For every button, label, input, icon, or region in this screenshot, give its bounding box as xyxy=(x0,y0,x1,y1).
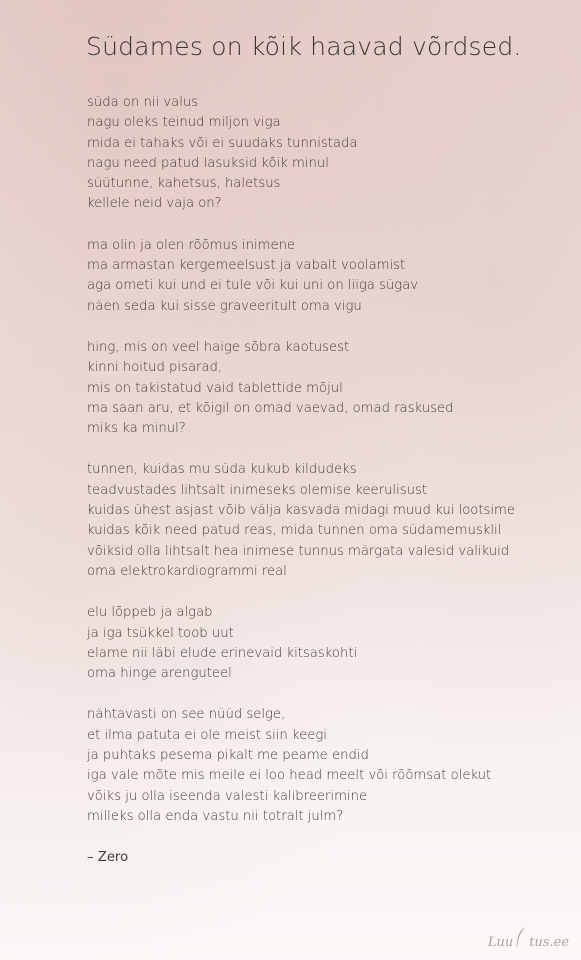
poem-line: kuidas kõik need patud reas, mida tunnen oma südamemusklil xyxy=(87,523,502,539)
poem-line: nagu oleks teinud miljon viga xyxy=(87,115,281,131)
stanza-5 xyxy=(87,603,557,684)
poem-line: ma saan aru, et kõigil on omad vaevad, omad raskused xyxy=(87,400,454,416)
feather-icon xyxy=(514,926,528,948)
poem-line: milleks olla enda vastu nii totralt julm? xyxy=(87,808,344,824)
poem-line: võiks ju olla iseenda valesti kalibreerimine xyxy=(87,788,368,804)
poem-line: tunnen, kuidas mu süda kukub kildudeks xyxy=(87,462,357,478)
poem-line: iga vale mõte mis meile ei loo head meelt või rõõmsat olekut xyxy=(87,768,492,784)
poem-line: miks ka minul? xyxy=(87,421,186,437)
poem-line: kuidas ühest asjast võib välja kasvada midagi muud kui lootsime xyxy=(87,503,516,519)
poem-line: süda on nii valus xyxy=(87,95,199,110)
poem-line: elu lõppeb ja algab xyxy=(87,605,213,621)
stanza-2 xyxy=(87,236,557,317)
poem-line: elame nii läbi elude erinevaid kitsaskohti xyxy=(87,645,358,661)
stanza-3 xyxy=(87,338,557,439)
poem-line: et ilma patuta ei ole meist siin keegi xyxy=(87,727,327,743)
poem-line: ja iga tsükkel toob uut xyxy=(87,625,234,641)
poem-line: võiksid olla lihtsalt hea inimese tunnus märgata valesid valikuid xyxy=(87,543,510,559)
poem-line: mis on takistatud vaid tablettide mõjul xyxy=(87,380,343,396)
poem-line: teadvustades lihtsalt inimeseks olemise keerulisust xyxy=(87,482,428,498)
logo-text-left: Luu xyxy=(487,935,514,950)
stanza-6 xyxy=(87,705,557,827)
poem-line: oma elektrokardiogrammi real xyxy=(87,563,287,579)
logo-text-right: tus.ee xyxy=(529,935,569,950)
poem-line: hing, mis on veel haige sõbra kaotusest xyxy=(87,339,350,355)
poem-line: mida ei tahaks või ei suudaks tunnistada xyxy=(87,135,358,151)
poem-author: – Zero xyxy=(87,850,129,866)
poem-line: süütunne, kahetsus, haletsus xyxy=(87,176,281,192)
poem-line: ja puhtaks pesema pikalt me peame endid xyxy=(87,748,369,764)
poem-line: oma hinge arenguteel xyxy=(87,666,232,682)
stanza-4 xyxy=(87,460,557,582)
poem-title: Südames on kõik haavad võrdsed. xyxy=(86,32,522,61)
poem-line: nähtavasti on see nüüd selge, xyxy=(87,707,286,723)
poem-line: näen seda kui sisse graveeritult oma vigu xyxy=(87,298,362,314)
poem-line: kinni hoitud pisarad, xyxy=(87,360,223,376)
poem-line: ma olin ja olen rõõmus inimene xyxy=(87,237,296,253)
poem-line: nagu need patud lasuksid kõik minul xyxy=(87,155,329,171)
poem-line: kellele neid vaja on? xyxy=(87,196,222,212)
poem-body xyxy=(87,93,557,868)
poem-line: ma armastan kergemeelsust ja vabalt voolamist xyxy=(87,258,406,274)
poem-line: aga ometi kui und ei tule või kui uni on liiga sügav xyxy=(87,278,419,294)
stanza-1 xyxy=(87,93,557,215)
site-logo xyxy=(488,926,569,950)
